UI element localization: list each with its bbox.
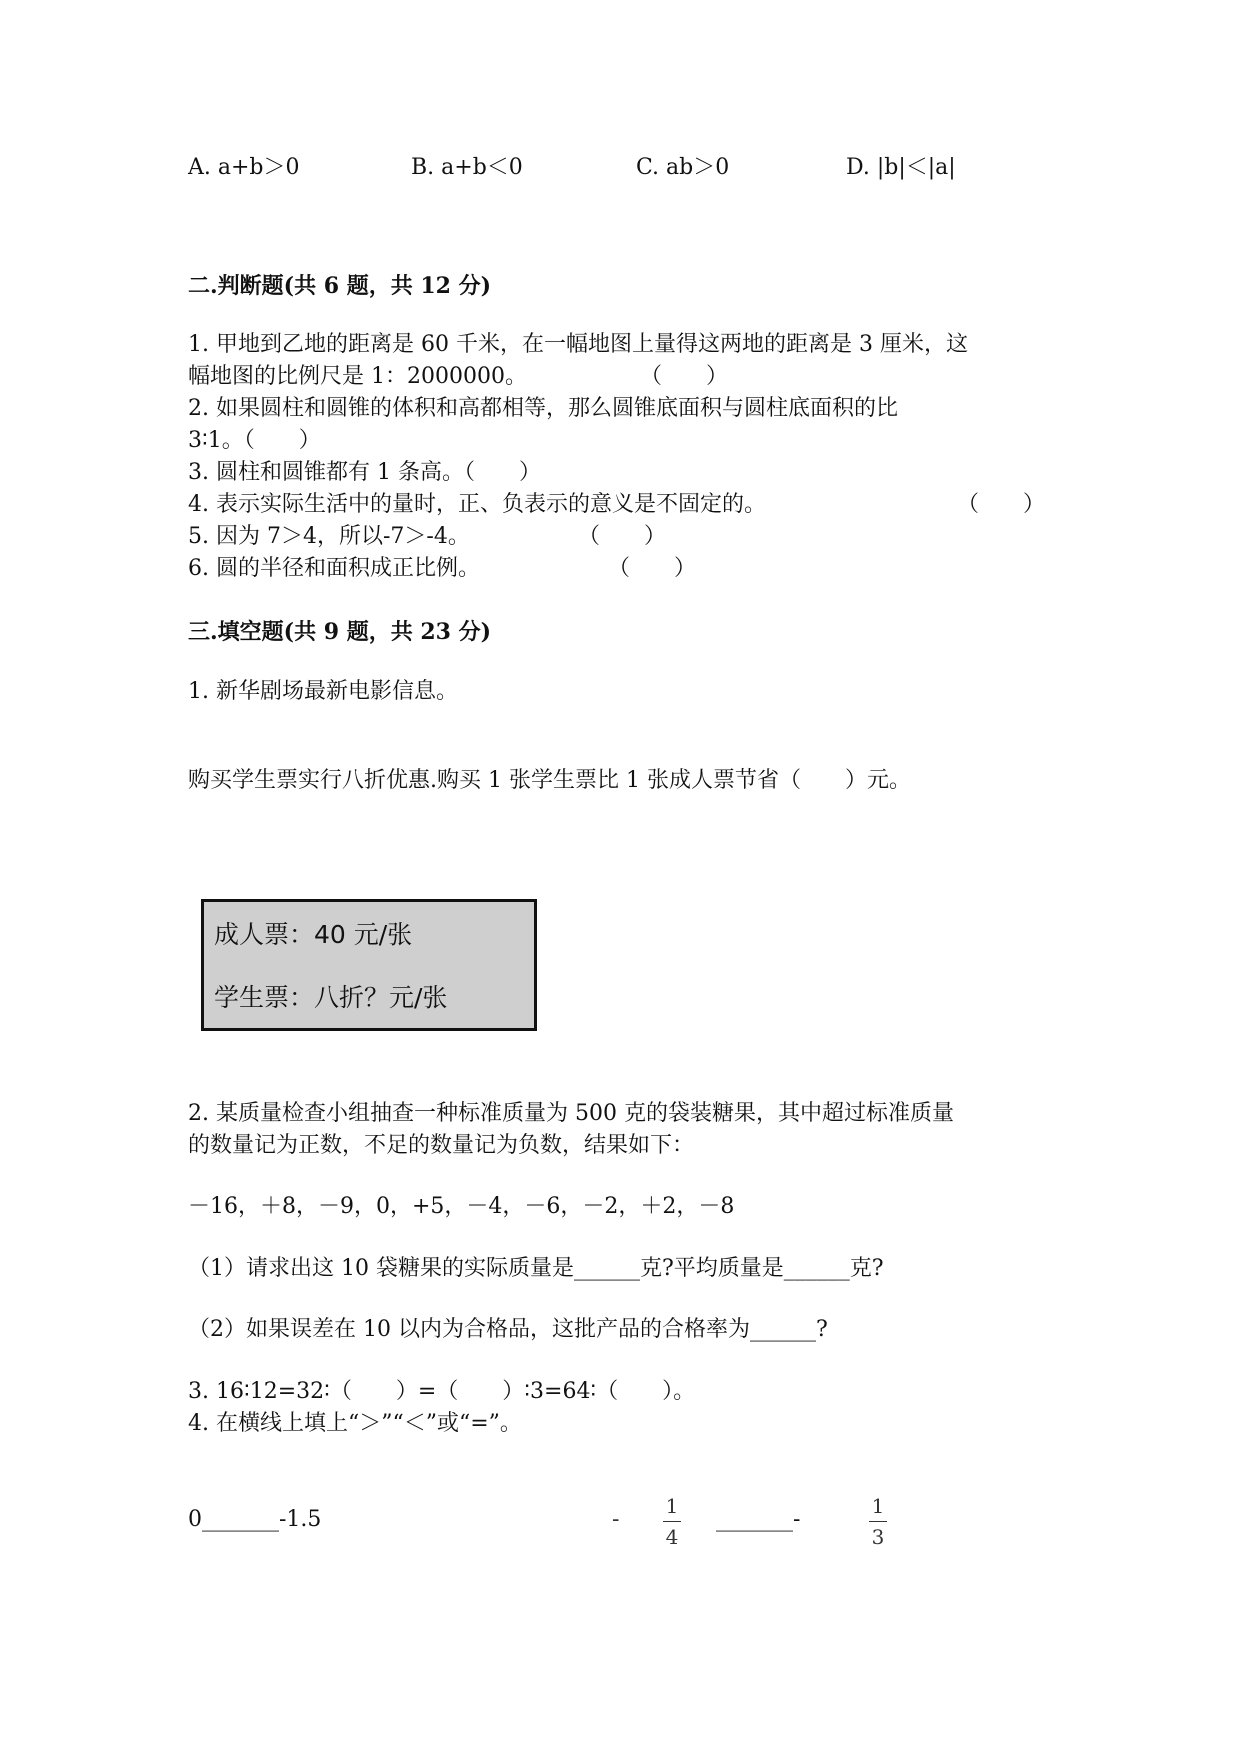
s2-q4-blank: （ ） <box>957 492 1046 517</box>
s2-q1-line1: 1. 甲地到乙地的距离是 60 千米，在一幅地图上量得这两地的距离是 3 厘米，这 <box>188 332 968 357</box>
s3-q2-sub2: （2）如果误差在 10 以内为合格品，这批产品的合格率为______? <box>188 1317 828 1342</box>
ticket-adult: 成人票：40 元/张 <box>214 920 413 949</box>
s3-q2-sub1: （1）请求出这 10 袋糖果的实际质量是______克?平均质量是______克? <box>188 1256 884 1281</box>
s2-q1-line2: 幅地图的比例尺是 1：2000000。 <box>188 364 527 389</box>
fraction-bar <box>869 1521 887 1522</box>
choice-d: D. |b|＜|a| <box>846 155 956 180</box>
s3-q4-right-blank: _______- <box>716 1507 801 1532</box>
ticket-info-box <box>201 899 537 1031</box>
fraction-numerator: 1 <box>665 1494 679 1518</box>
choice-b: B. a+b＜0 <box>411 155 523 180</box>
s3-q3: 3. 16∶12=32∶（ ）=（ ）∶3=64∶（ ）。 <box>188 1379 696 1404</box>
choice-a: A. a+b＞0 <box>188 155 300 180</box>
fraction-one-quarter <box>660 1494 684 1549</box>
s3-q2-data: －16，＋8，－9，0，+5，－4，－6，－2，＋2，－8 <box>188 1194 735 1219</box>
fraction-one-third <box>866 1494 890 1549</box>
s2-q6-blank: （ ） <box>608 556 697 581</box>
s3-q4-left-compare: 0_______-1.5 <box>188 1507 322 1532</box>
s2-q5-blank: （ ） <box>578 524 667 549</box>
s2-q1-blank: （ ） <box>640 364 729 389</box>
section2-title: 二.判断题(共 6 题，共 12 分) <box>188 273 492 299</box>
fraction-denominator: 3 <box>871 1525 885 1549</box>
fraction-numerator: 1 <box>871 1494 885 1518</box>
s3-q4-minus-sign: - <box>612 1507 620 1532</box>
s3-q1-text: 购买学生票实行八折优惠.购买 1 张学生票比 1 张成人票节省（ ）元。 <box>188 768 911 793</box>
s3-q2-line2: 的数量记为正数，不足的数量记为负数，结果如下： <box>188 1133 695 1158</box>
fraction-bar <box>663 1521 681 1522</box>
s2-q5: 5. 因为 7＞4，所以-7＞-4。 <box>188 524 470 549</box>
ticket-student: 学生票：八折？元/张 <box>214 983 448 1012</box>
choice-c: C. ab＞0 <box>636 155 730 180</box>
s3-q4: 4. 在横线上填上“＞”“＜”或“=”。 <box>188 1411 522 1436</box>
fraction-denominator: 4 <box>665 1525 679 1549</box>
s2-q4: 4. 表示实际生活中的量时，正、负表示的意义是不固定的。 <box>188 492 766 517</box>
s2-q6: 6. 圆的半径和面积成正比例。 <box>188 556 480 581</box>
s2-q2-line2: 3∶1。（ ） <box>188 428 321 453</box>
s2-q3: 3. 圆柱和圆锥都有 1 条高。（ ） <box>188 460 541 485</box>
s2-q2-line1: 2. 如果圆柱和圆锥的体积和高都相等，那么圆锥底面积与圆柱底面积的比 <box>188 396 898 421</box>
s3-q2-line1: 2. 某质量检查小组抽查一种标准质量为 500 克的袋装糖果，其中超过标准质量 <box>188 1101 954 1126</box>
section3-title: 三.填空题(共 9 题，共 23 分) <box>188 619 492 645</box>
s3-q1: 1. 新华剧场最新电影信息。 <box>188 679 458 704</box>
